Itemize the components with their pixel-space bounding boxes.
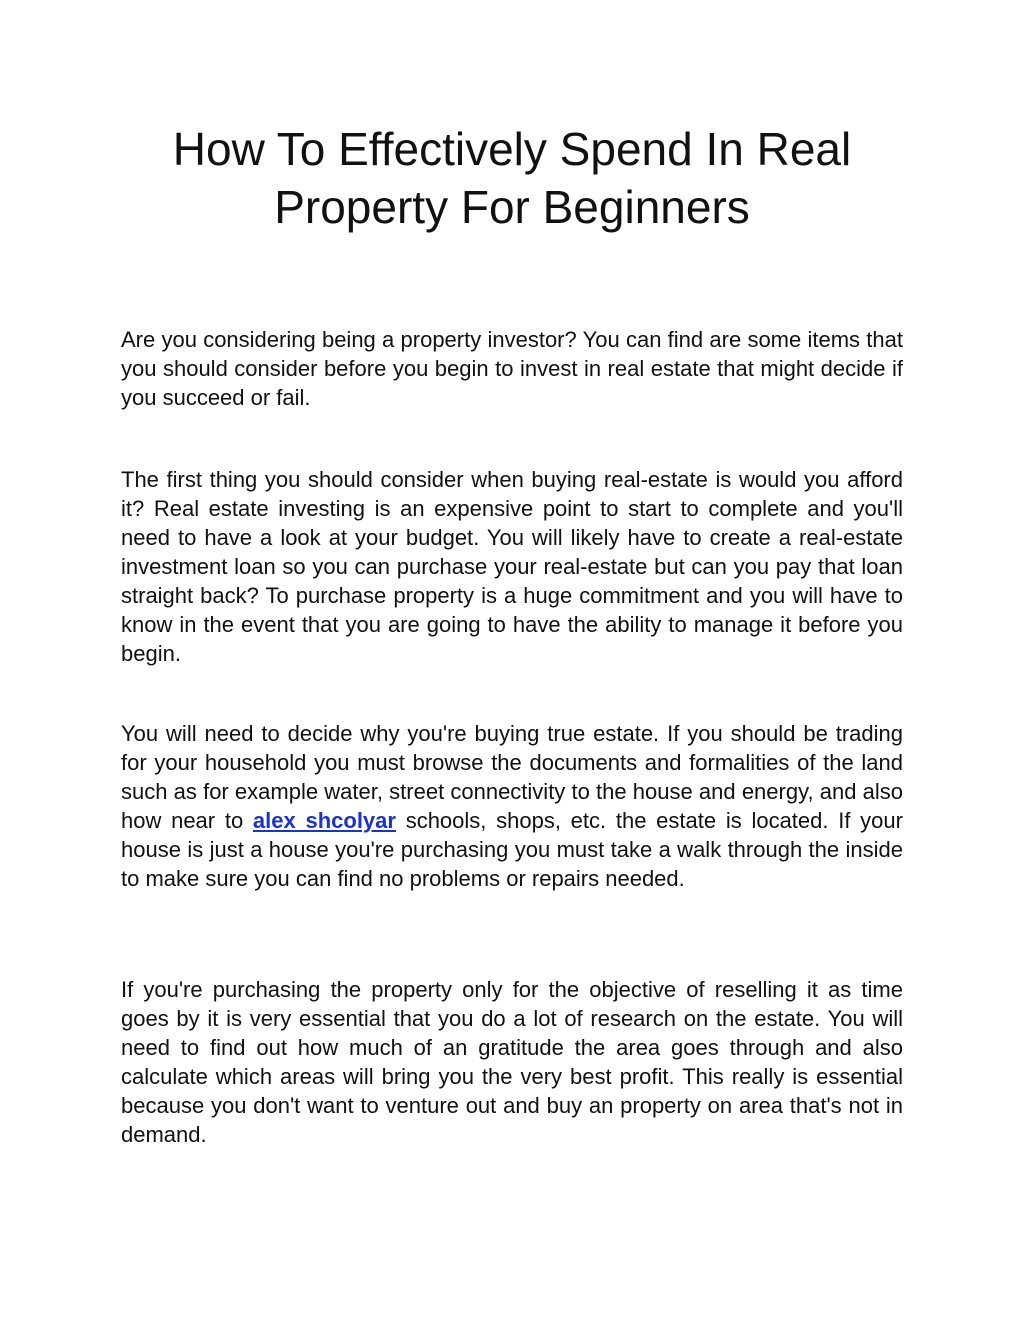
- paragraph-purpose: [121, 719, 903, 893]
- paragraph-intro: Are you considering being a property investor? You can find are some items that you should consider before you begin to invest in real estate that might decide if you succeed or fail.: [121, 327, 903, 410]
- document-title: How To Effectively Spend In Real Property For Beginners: [172, 123, 852, 233]
- paragraph-purpose-text-after: schools, shops, etc. the estate is located. If your house is just a house you're purchasing you must take a walk through the inside to make sure you can find no problems or repairs needed.: [121, 808, 903, 891]
- paragraph-affordability: The first thing you should consider when buying real-estate is would you afford it? Real estate investing is an expensive point to start to complete and you'll need to have a look at your budget. You will likely have to create a real-estate investment loan so you can purchase your real-estate but can you pay that loan straight back? To purchase property is a huge commitment and you will have to know in the event that you are going to have the ability to manage it before you begin.: [121, 467, 903, 666]
- paragraph-purpose-text-before: You will need to decide why you're buying true estate. If you should be trading for your household you must browse the documents and formalities of the land such as for example water, street connectivity to the house and energy, and also how near to: [121, 721, 903, 833]
- alex-shcolyar-link[interactable]: alex shcolyar: [252, 808, 396, 833]
- paragraph-reselling: If you're purchasing the property only for the objective of reselling it as time goes by it is very essential that you do a lot of research on the estate. You will need to find out how much of an gratitude the area goes through and also calculate which areas will bring you the very best profit. This really is essential because you don't want to venture out and buy an property on area that's not in demand.: [121, 977, 903, 1147]
